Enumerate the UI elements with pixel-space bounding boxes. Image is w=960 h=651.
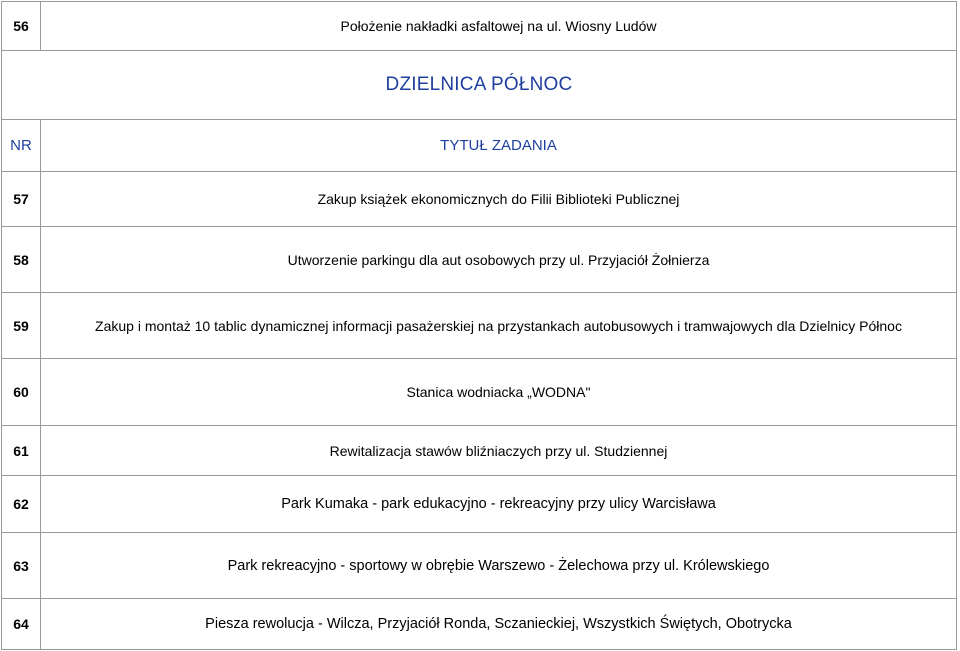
tasks-table	[1, 1, 957, 650]
row-number: 56	[2, 2, 41, 51]
table-row	[2, 476, 957, 533]
row-number: 60	[2, 359, 41, 426]
task-title: Zakup i montaż 10 tablic dynamicznej informacji pasażerskiej na przystankach autobusowych i tramwajowych dla Dzielnicy Północ	[41, 293, 957, 359]
column-header-nr: NR	[2, 120, 41, 172]
header-row	[2, 120, 957, 172]
row-number: 63	[2, 533, 41, 599]
task-title: Położenie nakładki asfaltowej na ul. Wiosny Ludów	[41, 2, 957, 51]
table-row	[2, 172, 957, 227]
row-number: 61	[2, 426, 41, 476]
task-title: Rewitalizacja stawów bliźniaczych przy ul. Studziennej	[41, 426, 957, 476]
row-number: 59	[2, 293, 41, 359]
task-title: Piesza rewolucja - Wilcza, Przyjaciół Ronda, Sczanieckiej, Wszystkich Świętych, Obotrycka	[41, 599, 957, 650]
row-number: 57	[2, 172, 41, 227]
section-row	[2, 51, 957, 120]
table-row	[2, 2, 957, 51]
task-title: Utworzenie parkingu dla aut osobowych przy ul. Przyjaciół Żołnierza	[41, 227, 957, 293]
table-row	[2, 227, 957, 293]
row-number: 62	[2, 476, 41, 533]
row-number: 64	[2, 599, 41, 650]
task-title: Stanica wodniacka „WODNA"	[41, 359, 957, 426]
table-row	[2, 533, 957, 599]
task-title: Park Kumaka - park edukacyjno - rekreacyjny przy ulicy Warcisława	[41, 476, 957, 533]
row-number: 58	[2, 227, 41, 293]
column-header-title: TYTUŁ ZADANIA	[41, 120, 957, 172]
table-row	[2, 599, 957, 650]
task-title: Park rekreacyjno - sportowy w obrębie Warszewo - Żelechowa przy ul. Królewskiego	[41, 533, 957, 599]
section-title: DZIELNICA PÓŁNOC	[2, 51, 957, 120]
task-title: Zakup książek ekonomicznych do Filii Biblioteki Publicznej	[41, 172, 957, 227]
table-row	[2, 293, 957, 359]
table-row	[2, 426, 957, 476]
table-row	[2, 359, 957, 426]
